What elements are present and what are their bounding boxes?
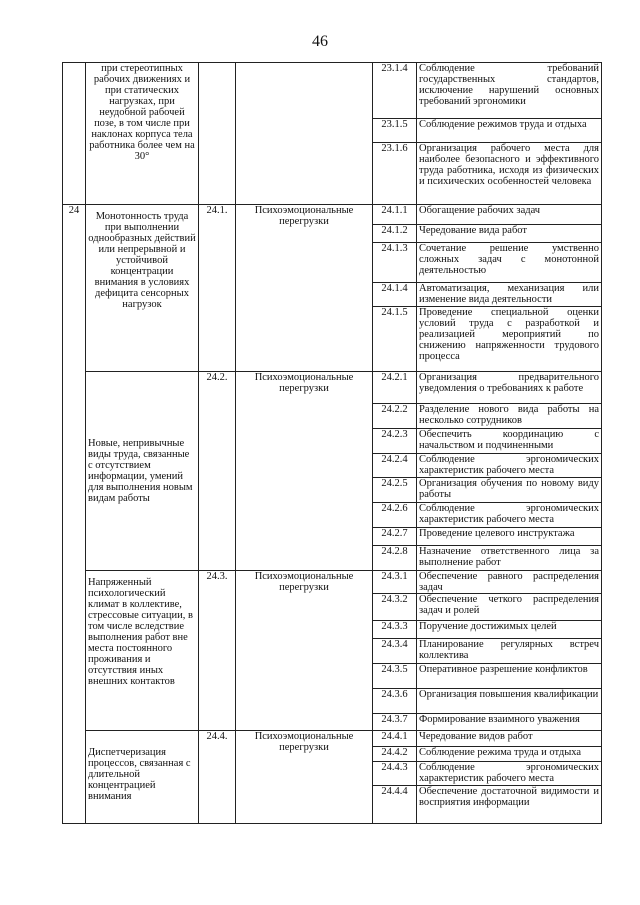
measure-text: Формирование взаимного уважения xyxy=(417,714,602,731)
measure-code: 24.2.5 xyxy=(373,478,417,503)
risk-code-cell: 24.2. xyxy=(199,372,236,571)
risk-cell: при стереотипных рабочих движениях и при статических нагрузках, при неудобной рабочей позе, в том числе при наклонах корпуса тела работника более чем на 30° xyxy=(86,63,199,205)
measure-text: Разделение нового вида работы на несколько сотрудников xyxy=(417,404,602,429)
measure-text: Автоматизация, механизация или изменение вида деятельности xyxy=(417,283,602,307)
measure-text: Сочетание решение умственно сложных задач с монотонной деятельностью xyxy=(417,243,602,283)
measure-text: Чередование вида работ xyxy=(417,225,602,243)
measure-text: Обеспечение достаточной видимости и восприятия информации xyxy=(417,786,602,824)
measure-code: 24.2.8 xyxy=(373,546,417,571)
risk-code-cell: 24.1. xyxy=(199,205,236,372)
risk-type-cell: Психоэмоциональные перегрузки xyxy=(236,571,373,731)
risk-code-cell xyxy=(199,63,236,205)
measure-code: 24.2.7 xyxy=(373,528,417,546)
main-number-cell: 24 xyxy=(63,205,86,824)
measure-text: Проведение целевого инструктажа xyxy=(417,528,602,546)
measure-text: Организация рабочего места для наиболее безопасного и эффективного труда работника, исходя из физических и психических особенностей человека xyxy=(417,143,602,205)
measure-text: Поручение достижимых целей xyxy=(417,621,602,639)
risk-type-cell: Психоэмоциональные перегрузки xyxy=(236,205,373,372)
measure-text: Организация обучения по новому виду работы xyxy=(417,478,602,503)
measure-code: 24.1.2 xyxy=(373,225,417,243)
measure-code: 24.4.3 xyxy=(373,762,417,786)
risk-type-cell xyxy=(236,63,373,205)
measure-code: 24.2.2 xyxy=(373,404,417,429)
measure-text: Планирование регулярных встреч коллектива xyxy=(417,639,602,664)
risk-text: Диспетчеризация процессов, связанная с длительной концентрацией внимания xyxy=(88,747,191,802)
measure-text: Обеспечение четкого распределения задач и ролей xyxy=(417,594,602,621)
page-number: 46 xyxy=(312,33,328,50)
measure-code: 23.1.5 xyxy=(373,119,417,143)
measure-text: Чередование видов работ xyxy=(417,731,602,747)
measure-code: 24.1.1 xyxy=(373,205,417,225)
measure-text: Оперативное разрешение конфликтов xyxy=(417,664,602,689)
measure-code: 23.1.6 xyxy=(373,143,417,205)
measure-text: Обогащение рабочих задач xyxy=(417,205,602,225)
risk-code-cell: 24.3. xyxy=(199,571,236,731)
risk-cell xyxy=(86,571,199,731)
measure-code: 24.2.4 xyxy=(373,454,417,478)
measure-code: 24.3.7 xyxy=(373,714,417,731)
measure-code: 24.1.4 xyxy=(373,283,417,307)
measure-code: 24.3.6 xyxy=(373,689,417,714)
risk-cell: Новые, непривычные виды труда, связанные с отсутствием информации, умений для выполнения новым видам работы xyxy=(86,372,199,571)
measure-code: 23.1.4 xyxy=(373,63,417,119)
measure-code: 24.3.1 xyxy=(373,571,417,594)
risk-cell xyxy=(86,731,199,824)
risk-text: Монотонность труда при выполнении однообразных действий или непрерывной и устойчивой концентрации внимания в условиях дефицита сенсорных нагрузок xyxy=(88,211,196,310)
risk-text: Напряженный психологический климат в коллективе, стрессовые ситуации, в том числе вследствие выполнения работ вне места постоянного проживания и отсутствия иных внешних контактов xyxy=(88,577,193,687)
hazard-measures-table xyxy=(62,62,602,824)
risk-code-cell: 24.4. xyxy=(199,731,236,824)
measure-text: Организация повышения квалификации xyxy=(417,689,602,714)
measure-text: Соблюдение эргономических характеристик рабочего места xyxy=(417,503,602,528)
measure-text: Назначение ответственного лица за выполнение работ xyxy=(417,546,602,571)
risk-type-cell: Психоэмоциональные перегрузки xyxy=(236,731,373,824)
measure-code: 24.4.2 xyxy=(373,747,417,762)
measure-code: 24.2.1 xyxy=(373,372,417,404)
row-number-cell xyxy=(63,63,86,205)
measure-text: Соблюдение эргономических характеристик рабочего места xyxy=(417,762,602,786)
measure-text: Обеспечить координацию с начальством и подчиненными xyxy=(417,429,602,454)
measure-text: Соблюдение режимов труда и отдыха xyxy=(417,119,602,143)
measure-text: Проведение специальной оценки условий труда с разработкой и реализацией мероприятий по снижению напряженности трудового процесса xyxy=(417,307,602,372)
measure-code: 24.3.2 xyxy=(373,594,417,621)
measure-text: Соблюдение режима труда и отдыха xyxy=(417,747,602,762)
risk-type-cell: Психоэмоциональные перегрузки xyxy=(236,372,373,571)
measure-code: 24.3.4 xyxy=(373,639,417,664)
measure-text: Соблюдение требований государственных стандартов, исключение нарушений основных требований эргономики xyxy=(417,63,602,119)
measure-code: 24.3.5 xyxy=(373,664,417,689)
measure-code: 24.2.6 xyxy=(373,503,417,528)
measure-text: Соблюдение эргономических характеристик рабочего места xyxy=(417,454,602,478)
measure-text: Организация предварительного уведомления о требованиях к работе xyxy=(417,372,602,404)
measure-code: 24.4.1 xyxy=(373,731,417,747)
measure-code: 24.2.3 xyxy=(373,429,417,454)
measure-code: 24.4.4 xyxy=(373,786,417,824)
measure-text: Обеспечение равного распределения задач xyxy=(417,571,602,594)
measure-code: 24.1.5 xyxy=(373,307,417,372)
risk-cell xyxy=(86,205,199,372)
measure-code: 24.3.3 xyxy=(373,621,417,639)
measure-code: 24.1.3 xyxy=(373,243,417,283)
